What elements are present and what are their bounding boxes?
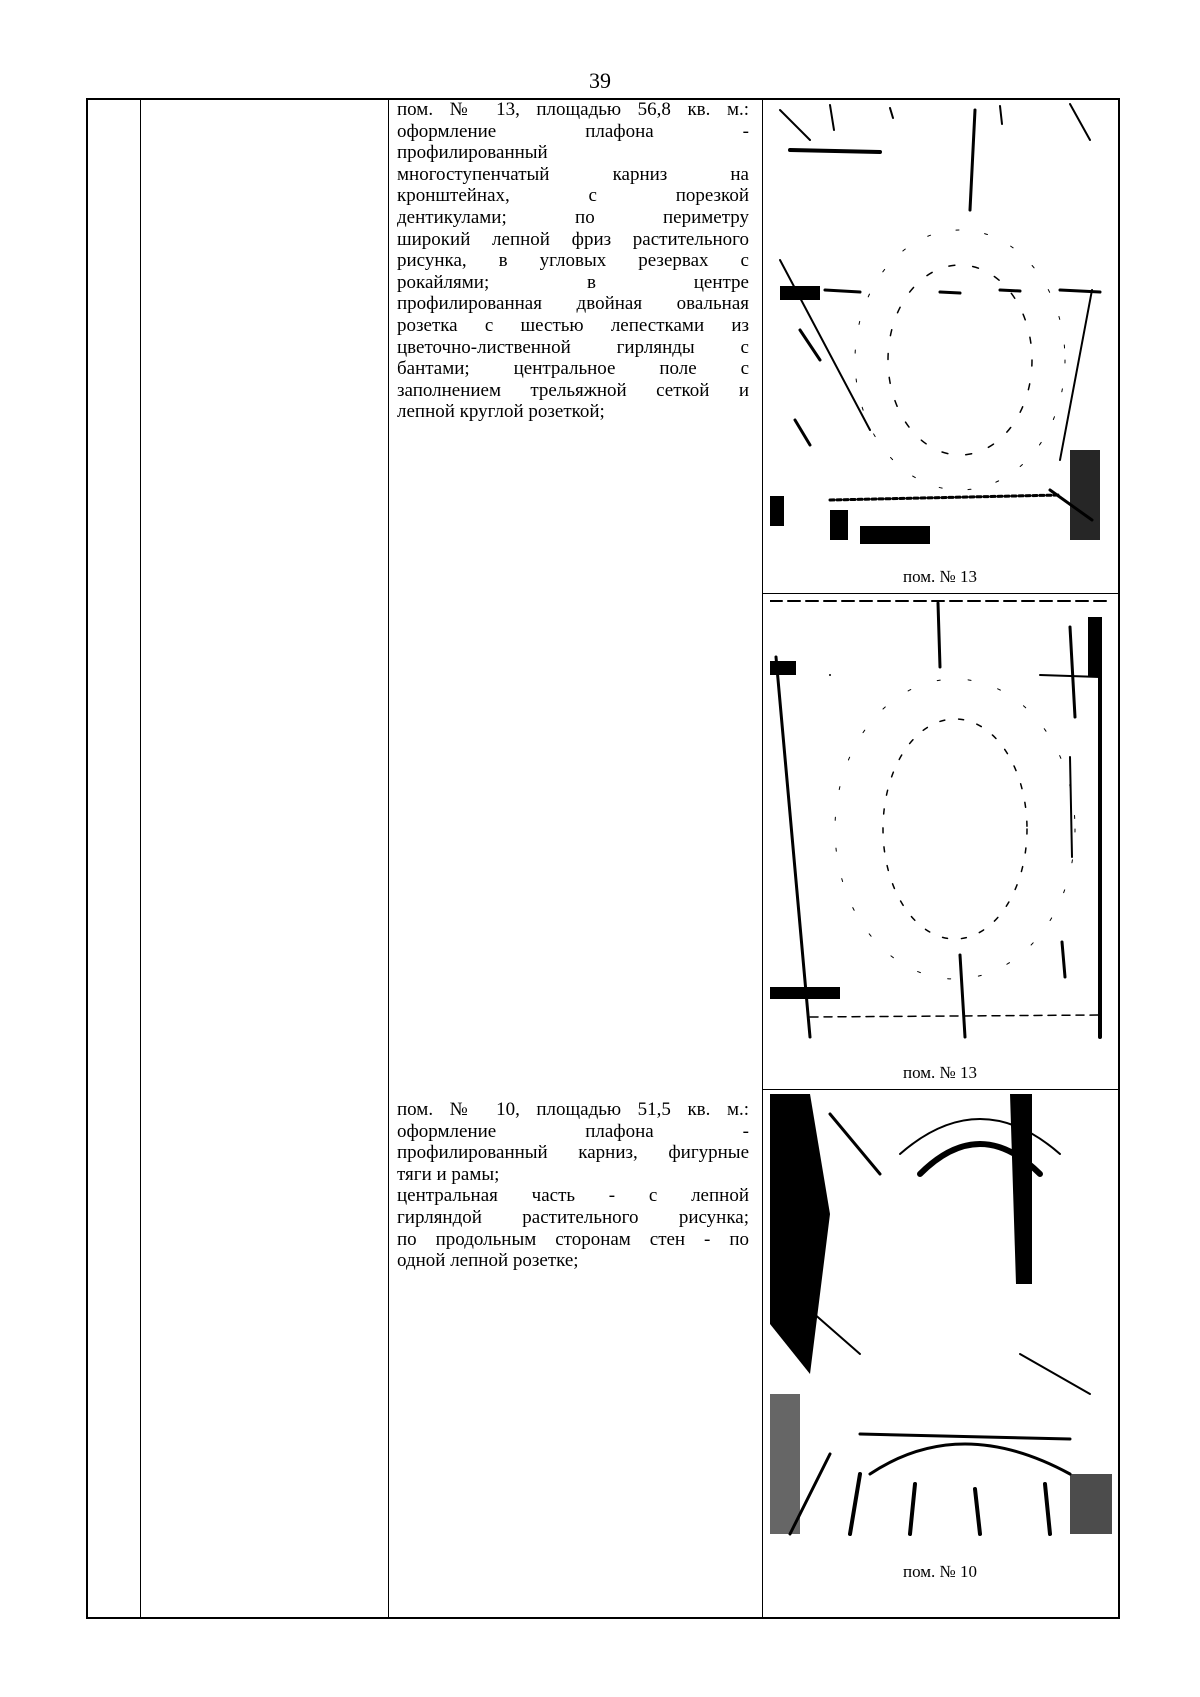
room-10-description [397,1099,749,1272]
ceiling-photo-room-10 [770,1094,1112,1544]
text-line: широкий лепной фриз растительного [397,228,749,250]
room-13-description [397,99,749,423]
photo-caption: пом. № 13 [902,567,977,586]
text-line: дентикулами; по периметру [397,206,749,228]
column-divider [388,100,389,1617]
text-line: профилированная двойная овальная [397,293,749,315]
text-line: тяги и рамы; [397,1163,500,1185]
text-line: центральная часть - с лепной [397,1185,749,1207]
text-line: многоступенчатый карниз на [397,163,749,185]
text-line: пом. № 10, площадью 51,5 кв. м.: [397,1099,749,1120]
column-divider [140,100,141,1617]
photo-divider [762,1089,1120,1090]
photo-caption: пом. № 10 [902,1562,977,1581]
text-line: оформление плафона - [397,1120,749,1142]
photo-caption: пом. № 13 [902,1063,977,1082]
ceiling-photo-room-13b [770,597,1112,1052]
text-line: по продольным сторонам стен - по [397,1228,749,1250]
ceiling-photo-room-13a [770,100,1112,550]
text-line: пом. № 13, площадью 56,8 кв. м.: [397,99,749,120]
text-line: рисунка, в угловых резервах с [397,250,749,272]
ceiling-image [770,1094,1112,1544]
ceiling-image [770,100,1112,550]
ceiling-image [770,597,1112,1052]
text-line: гирляндой растительного рисунка; [397,1206,749,1228]
text-line: цветочно-лиственной гирлянды с [397,336,749,358]
text-line: рокайлями; в центре [397,271,749,293]
text-line: кронштейнах, с порезкой [397,185,749,207]
text-line: лепной круглой розеткой; [397,401,605,423]
text-line: заполнением трельяжной сеткой и [397,379,749,401]
text-line: оформление плафона - [397,120,749,142]
text-line: профилированный карниз, фигурные [397,1142,749,1164]
text-line: бантами; центральное поле с [397,358,749,380]
text-line: одной лепной розетке; [397,1250,579,1272]
page-number: 39 [589,68,611,93]
text-line: розетка с шестью лепестками из [397,314,749,336]
column-divider [762,100,763,1617]
text-line: профилированный [397,142,548,164]
photo-divider [762,593,1120,594]
